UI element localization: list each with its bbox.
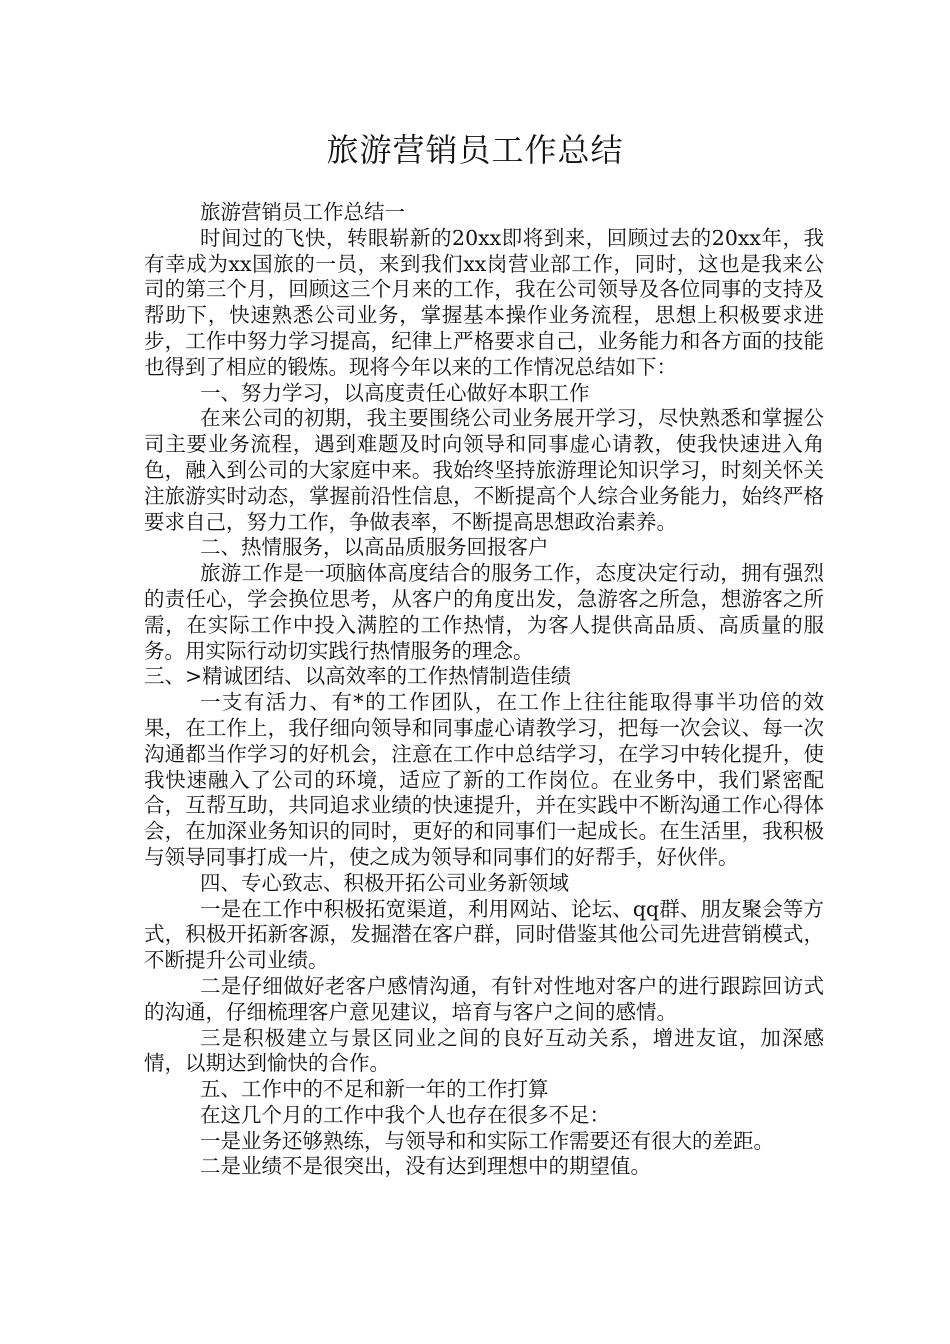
- paragraph: 时间过的飞快，转眼崭新的20xx即将到来，回顾过去的20xx年，我有幸成为xx国旅的一员，来到我们xx岗营业部工作，同时，这也是我来公司的第三个月，回顾这三个月来的工作，我在公司领导及各位同事的支持及帮助下，快速熟悉公司业务，掌握基本操作业务流程，思想上积极要求进步，工作中努力学习提高，纪律上严格要求自己，业务能力和各方面的技能也得到了相应的锻炼。现将今年以来的工作情况总结如下：: [144, 225, 824, 379]
- paragraph: 在这几个月的工作中我个人也存在很多不足：: [200, 1102, 610, 1127]
- section-heading: 旅游营销员工作总结一: [200, 200, 405, 224]
- paragraph: 二是业绩不是很突出，没有达到理想中的期望值。: [200, 1154, 651, 1179]
- paragraph: 一支有活力、有*的工作团队，在工作上往往能取得事半功倍的效果，在工作上，我仔细向领导和同事虚心请教学习，把每一次会议、每一次沟通都当作学习的好机会，注意在工作中总结学习，在学习中转化提升，使我快速融入了公司的环境，适应了新的工作岗位。在业务中，我们紧密配合，互帮互助，共同追求业绩的快速提升，并在实践中不断沟通工作心得体会，在加深业务知识的同时，更好的和同事们一起成长。在生活里，我积极与领导同事打成一片，使之成为领导和同事们的好帮手，好伙伴。: [144, 690, 824, 869]
- paragraph: 三是积极建立与景区同业之间的良好互动关系，增进友谊，加深感情，以期达到愉快的合作。: [144, 1025, 824, 1076]
- section-heading: 三、>精诚团结、以高效率的工作热情制造佳绩: [144, 664, 572, 689]
- document-title: 旅游营销员工作总结: [326, 131, 624, 169]
- paragraph: 在来公司的初期，我主要围绕公司业务展开学习，尽快熟悉和掌握公司主要业务流程，遇到难题及时向领导和同事虚心请教，使我快速进入角色，融入到公司的大家庭中来。我始终坚持旅游理论知识学习，时刻关怀关注旅游实时动态，掌握前沿性信息，不断提高个人综合业务能力，始终严格要求自己，努力工作，争做表率，不断提高思想政治素养。: [144, 406, 824, 534]
- paragraph: 旅游工作是一项脑体高度结合的服务工作，态度决定行动，拥有强烈的责任心，学会换位思考，从客户的角度出发，急游客之所急，想游客之所需，在实际工作中投入满腔的工作热情，为客人提供高品质、高质量的服务。用实际行动切实践行热情服务的理念。: [144, 561, 824, 663]
- paragraph: 二是仔细做好老客户感情沟通，有针对性地对客户的进行跟踪回访式的沟通，仔细梳理客户意见建议，培育与客户之间的感情。: [144, 973, 824, 1024]
- paragraph: 一是业务还够熟练，与领导和和实际工作需要还有很大的差距。: [200, 1128, 774, 1153]
- section-heading: 五、工作中的不足和新一年的工作打算: [200, 1077, 549, 1102]
- section-heading: 四、专心致志、积极开拓公司业务新领域: [200, 870, 569, 895]
- document-body: [144, 200, 824, 1180]
- section-heading: 一、努力学习，以高度责任心做好本职工作: [200, 380, 590, 405]
- section-heading: 二、热情服务，以高品质服务回报客户: [200, 535, 549, 560]
- paragraph: 一是在工作中积极拓宽渠道，利用网站、论坛、qq群、朋友聚会等方式，积极开拓新客源，发掘潜在客户群，同时借鉴其他公司先进营销模式，不断提升公司业绩。: [144, 896, 824, 973]
